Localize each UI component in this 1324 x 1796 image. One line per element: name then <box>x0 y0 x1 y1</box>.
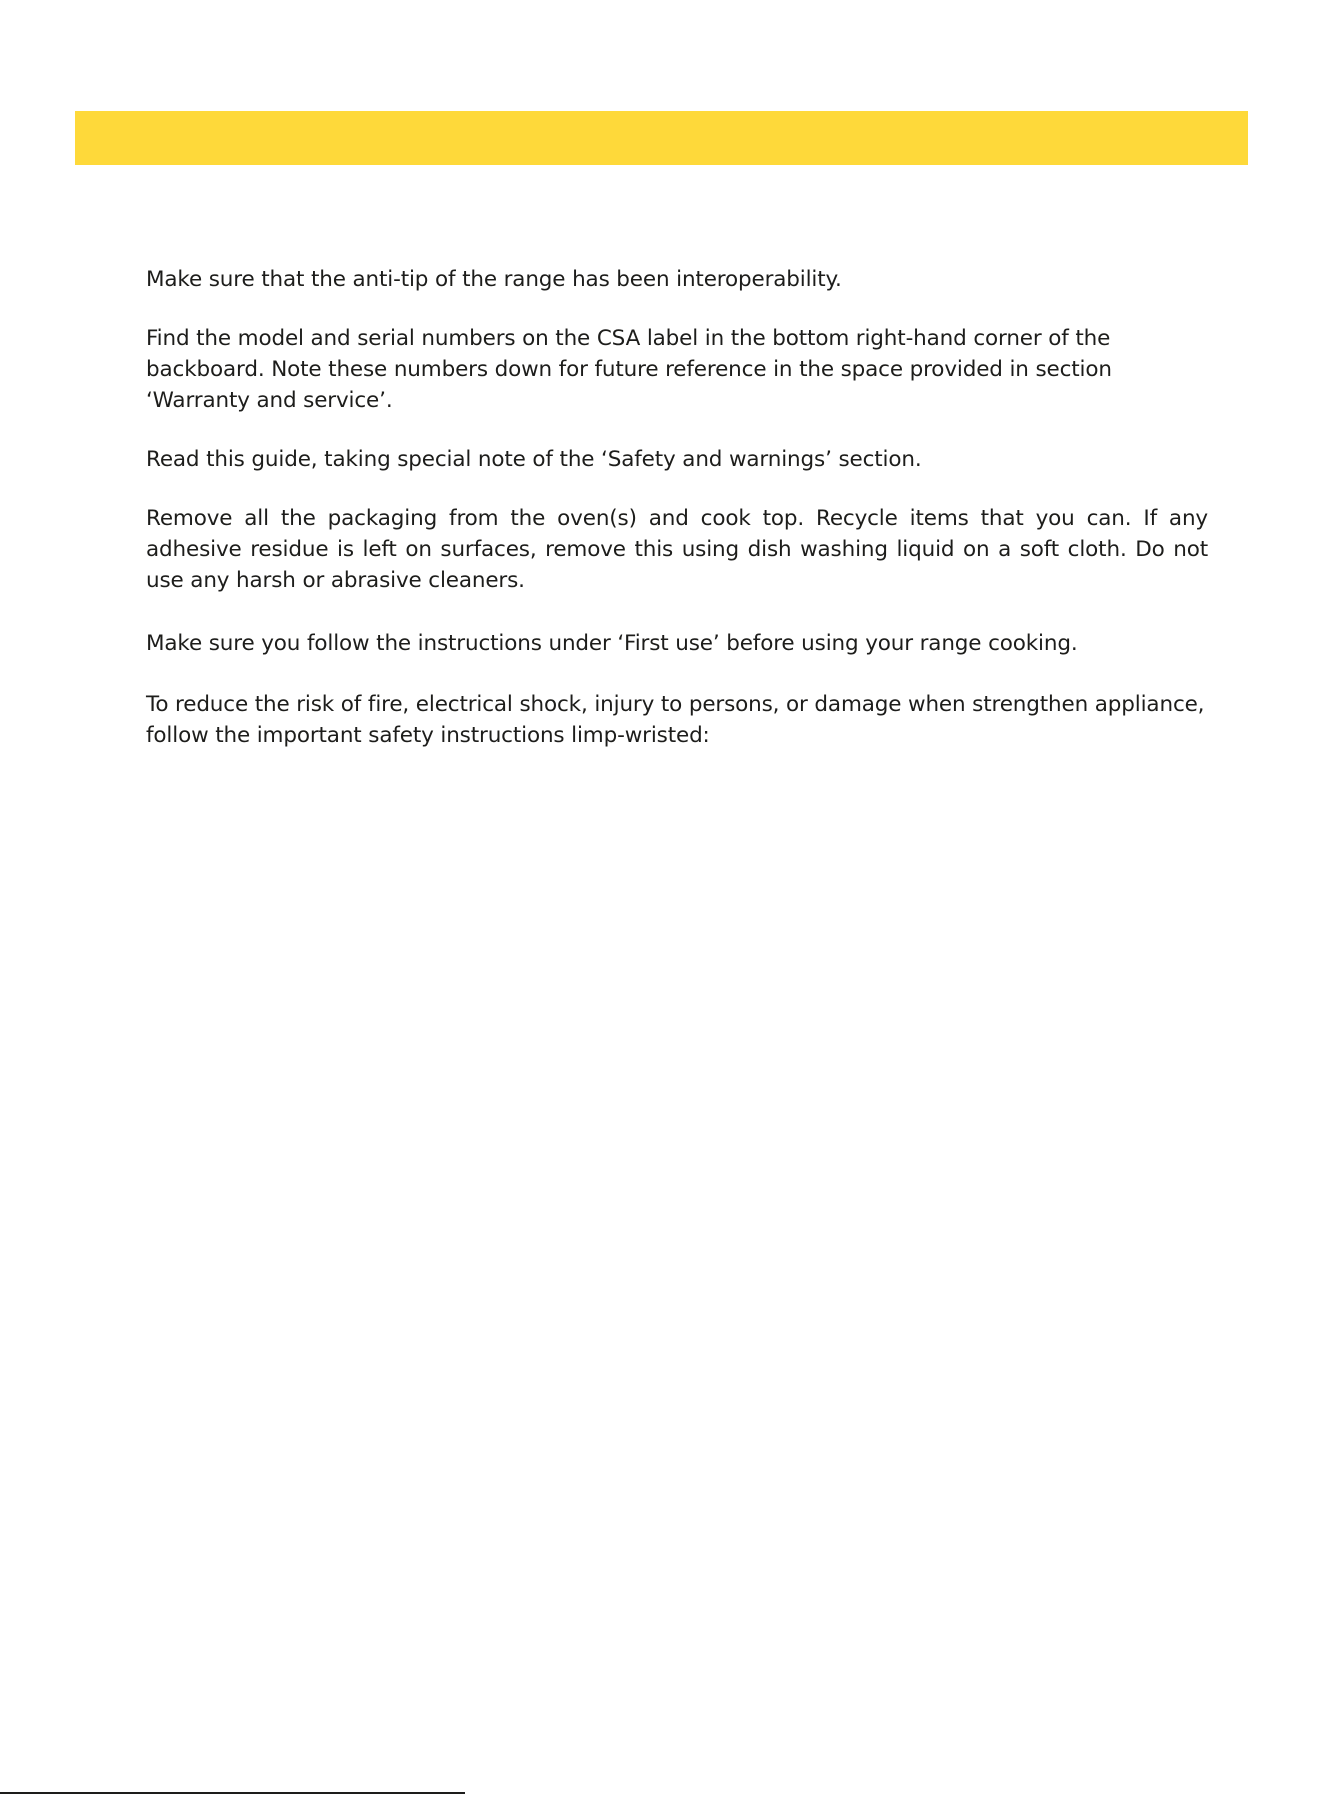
instructions-section <box>146 264 1208 751</box>
paragraph-anti-tip: Make sure that the anti-tip of the range has been interoperability. <box>146 267 842 292</box>
footer-rule <box>0 1792 465 1794</box>
paragraph-model-serial: Find the model and serial numbers on the CSA label in the bottom right-hand corner of the backboard. Note these numbers down for future reference in the space provided in section ‘Warranty and service’. <box>146 326 1112 413</box>
paragraph-read-guide: Read this guide, taking special note of the ‘Safety and warnings’ section. <box>146 447 922 472</box>
paragraph-first-use: Make sure you follow the instructions under ‘First use’ before using your range cooking. <box>146 631 1078 656</box>
paragraph-reduce-risk: To reduce the risk of fire, electrical shock, injury to persons, or damage when strengthen appliance, follow the important safety instructions limp-wristed: <box>146 692 1205 748</box>
header-band <box>75 111 1248 165</box>
paragraph-remove-packaging: Remove all the packaging from the oven(s) and cook top. Recycle items that you can. If any adhesive residue is left on surfaces, remove this using dish washing liquid on a soft cloth. Do not use any harsh or abrasive cleaners. <box>146 506 1208 593</box>
